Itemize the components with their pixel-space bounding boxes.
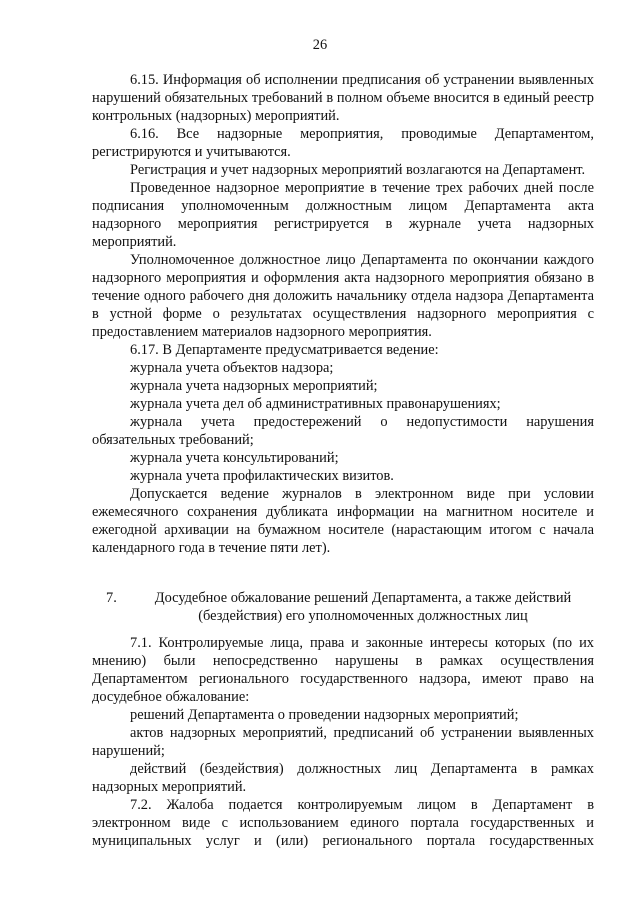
paragraph-registered-event: Проведенное надзорное мероприятие в течение трех рабочих дней после подписания уполномоченным должностным лицом Департамента акта надзорного мероприятия регистрируется в журнале учета надзорных мероприятий.	[92, 180, 594, 250]
paragraph-electronic-journals: Допускается ведение журналов в электронном виде при условии ежемесячного сохранения дубликата информации на магнитном носителе и ежегодной архивации на бумажном носителе (нарастающим итогом с начала календарного года в течение пяти лет).	[92, 486, 594, 556]
section-7-body	[92, 634, 594, 850]
list-item: решений Департамента о проведении надзорных мероприятий;	[130, 707, 519, 723]
section-7-heading	[92, 589, 594, 625]
paragraph-6-17: 6.17. В Департаменте предусматривается ведение:	[130, 342, 439, 358]
paragraph-report: Уполномоченное должностное лицо Департамента по окончании каждого надзорного мероприятия и оформления акта надзорного мероприятия обязано в течение одного рабочего дня доложить начальнику отдела надзора Департамента в устной форме о результатах осуществления надзорного мероприятия с предоставлением материалов надзорного мероприятия.	[92, 252, 594, 340]
list-item: актов надзорных мероприятий, предписаний об устранении выявленных нарушений;	[92, 725, 594, 759]
paragraph-7-2: 7.2. Жалоба подается контролируемым лицом в Департамент в электронном виде с использованием единого портала государственных и муниципальных услуг и (или) регионального портала государственных	[92, 797, 594, 849]
list-item: журнала учета предостережений о недопустимости нарушения обязательных требований;	[92, 414, 594, 448]
list-item: журнала учета профилактических визитов.	[130, 468, 394, 484]
section-6-body	[92, 71, 594, 557]
section-title: Досудебное обжалование решений Департамента, а также действий (бездействия) его уполномоченных должностных лиц	[154, 590, 572, 624]
section-number: 7.	[106, 590, 117, 606]
list-item: журнала учета надзорных мероприятий;	[130, 378, 378, 394]
list-item: действий (бездействия) должностных лиц Департамента в рамках надзорных мероприятий.	[92, 761, 594, 795]
list-item: журнала учета объектов надзора;	[130, 360, 334, 376]
page-number: 26	[312, 37, 328, 53]
paragraph-registration: Регистрация и учет надзорных мероприятий возлагаются на Департамент.	[130, 162, 586, 178]
paragraph-6-15: 6.15. Информация об исполнении предписания об устранении выявленных нарушений обязательных требований в полном объеме вносится в единый реестр контрольных (надзорных) мероприятий.	[92, 72, 594, 124]
paragraph-7-1: 7.1. Контролируемые лица, права и законные интересы которых (по их мнению) были непосредственно нарушены в рамках осуществления Департаментом регионального государственного надзора, имеют право на досудебное обжалование:	[92, 635, 594, 705]
paragraph-6-16: 6.16. Все надзорные мероприятия, проводимые Департаментом, регистрируются и учитываются.	[92, 126, 594, 160]
list-item: журнала учета консультирований;	[130, 450, 339, 466]
list-item: журнала учета дел об административных правонарушениях;	[130, 396, 501, 412]
